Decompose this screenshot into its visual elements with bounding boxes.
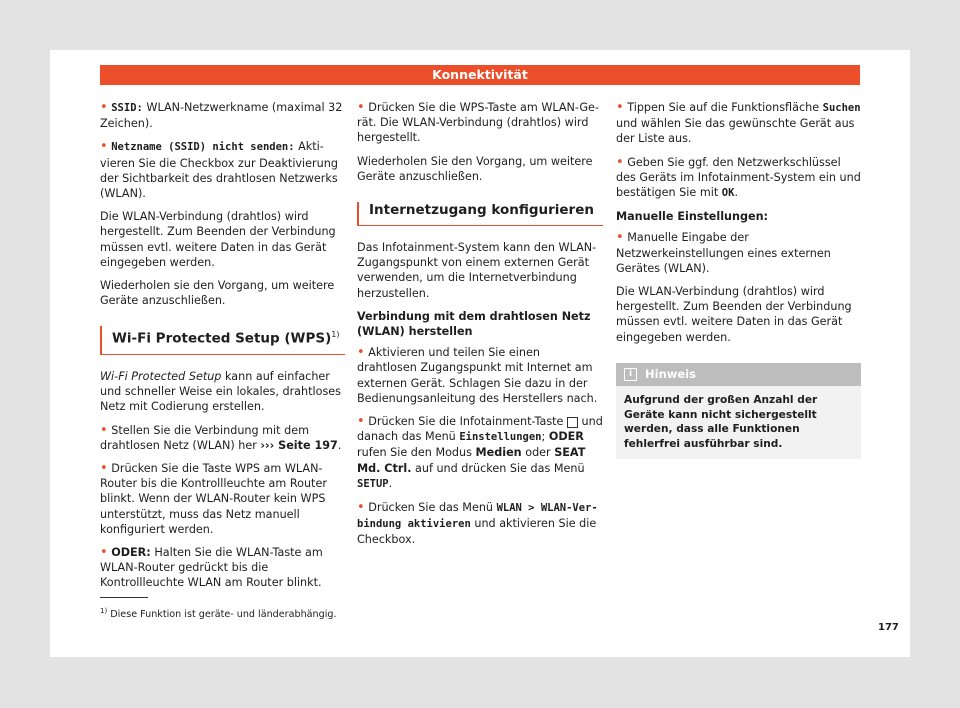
bullet-text: Stellen Sie die Verbindung mit dem drahtlosen Netz (WLAN) her xyxy=(100,423,309,452)
intro-text: kann auf einfacher und schneller Weise ein lokales, drahtloses Netz mit Codierung erstellen. xyxy=(100,369,341,414)
punctuation: . xyxy=(388,476,393,490)
bullet-text: und aktivieren Sie die Checkbox. xyxy=(357,517,597,547)
ssid-label: SSID: xyxy=(111,102,143,114)
netzname-text: Aktivieren Sie die Checkbox zur Deaktivierung der Sichtbarkeit des drahtlosen Netzwerks (WLAN). xyxy=(100,140,338,201)
subheading: Manuelle Einstellungen: xyxy=(616,210,769,224)
footnote-text: Diese Funktion ist geräte- und länderabhängig. xyxy=(110,609,337,621)
list-item xyxy=(100,139,345,201)
punctuation: ; xyxy=(541,430,549,444)
footnote xyxy=(100,607,337,620)
bullet-icon: • xyxy=(616,230,624,246)
paragraph: Das Infotainment-System kann den WLAN-Zugangspunkt von einem externen Gerät verwenden, um die Internetverbindung herzustellen. xyxy=(357,241,597,300)
bullet-text: Halten Sie die WLAN-Taste am WLAN-Router gedrückt bis die Kontrollleuchte WLAN am Router blinkt. xyxy=(100,545,323,590)
paragraph: Wiederholen sie den Vorgang, um weitere Geräte anzuschließen. xyxy=(100,279,335,308)
punctuation: . xyxy=(337,438,342,452)
bullet-icon: • xyxy=(357,500,365,516)
bullet-icon: • xyxy=(616,154,624,170)
menu-setup: SETUP xyxy=(357,477,389,490)
suchen-label: Suchen xyxy=(822,102,861,114)
bullet-text: Geben Sie ggf. den Netzwerkschlüssel des Geräts im Infotainment-System ein und bestätigen Sie mit xyxy=(616,155,861,200)
manual-page xyxy=(50,50,910,657)
page-number: 177 xyxy=(878,622,899,633)
heading-text: Wi-Fi Protected Setup (WPS) xyxy=(112,330,332,347)
netzname-label: Netzname (SSID) nicht senden: xyxy=(111,141,295,154)
oder-label: ODER: xyxy=(111,545,151,559)
list-item xyxy=(100,461,345,537)
page-header: Konnektivität xyxy=(100,65,860,85)
ok-label: OK xyxy=(721,187,735,200)
bullet-text: Tippen Sie auf die Funktionsfläche xyxy=(627,101,820,114)
bullet-text: Manuelle Eingabe der Netzwerkeinstellungen eines externen Gerätes (WLAN). xyxy=(616,231,831,275)
bullet-icon: • xyxy=(100,139,108,155)
column-left xyxy=(100,100,345,599)
oder-label: ODER xyxy=(548,430,584,444)
bullet-icon: • xyxy=(616,100,624,115)
bullet-icon: • xyxy=(357,414,365,430)
menu-einstellungen: Einstellungen xyxy=(459,431,542,444)
bullet-icon: • xyxy=(357,345,365,361)
list-item xyxy=(100,100,345,131)
ssid-text: WLAN-Netzwerkname (maximal 32 Zeichen). xyxy=(100,101,343,131)
bullet-text: Drücken Sie das Menü xyxy=(368,501,494,515)
column-right xyxy=(616,100,861,459)
list-item xyxy=(357,500,603,548)
list-item xyxy=(357,414,603,492)
note-text: Aufgrund der großen Anzahl der Geräte kann nicht sichergestellt werden, dass alle Funktionen fehlerfrei ausführbar sind. xyxy=(624,394,818,450)
paragraph: Die WLAN-Verbindung (drahtlos) wird hergestellt. Zum Beenden der Verbindung müssen evtl. weitere Daten in das Gerät eingegeben werden. xyxy=(100,210,336,269)
bullet-text: Drücken Sie die Taste WPS am WLAN-Router bis die Kontrollleuchte am Router blinkt. Wenn der WLAN-Router kein WPS unterstützt, muss das Netz manuell konfiguriert werden. xyxy=(100,461,327,536)
list-item xyxy=(357,345,603,406)
list-item xyxy=(616,100,861,147)
mode-medien: Medien xyxy=(475,446,522,460)
bullet-text: auf und drücken Sie das Menü xyxy=(415,461,585,475)
bullet-text: oder xyxy=(525,446,551,460)
bullet-text: Drücken Sie die WPS-Taste am WLAN-Gerät. Die WLAN-Verbindung (drahtlos) wird hergestellt. xyxy=(357,101,599,145)
bullet-icon: • xyxy=(100,460,108,476)
bullet-icon: • xyxy=(100,100,108,115)
list-item xyxy=(100,545,345,591)
bullet-text: rufen Sie den Modus xyxy=(357,446,472,460)
bullet-text: Drücken Sie die Infotainment-Taste xyxy=(368,415,564,429)
menu-grid-icon xyxy=(567,417,578,428)
bullet-text: und wählen Sie das gewünschte Gerät aus der Liste aus. xyxy=(616,117,855,146)
menu-wlan: WLAN > WLAN-Verbindung aktivieren xyxy=(357,502,598,531)
bullet-icon: • xyxy=(100,422,108,438)
list-item xyxy=(357,100,603,146)
bullet-icon: • xyxy=(100,544,108,560)
footnote-ref: 1) xyxy=(331,330,340,340)
punctuation: . xyxy=(734,186,739,200)
list-item xyxy=(616,155,861,202)
footnote-marker: 1) xyxy=(100,607,108,615)
section-heading-wps xyxy=(100,326,345,355)
bullet-icon: • xyxy=(357,100,365,115)
footnote-divider xyxy=(100,597,148,598)
list-item xyxy=(100,423,345,453)
list-item xyxy=(616,230,861,276)
note-header xyxy=(616,363,861,386)
info-icon: i xyxy=(624,368,637,381)
paragraph: Wiederholen Sie den Vorgang, um weitere Geräte anzuschließen. xyxy=(357,154,593,183)
paragraph: Die WLAN-Verbindung (drahtlos) wird hergestellt. Zum Beenden der Verbindung müssen evtl. weitere Daten in das Gerät eingegeben werden. xyxy=(616,285,852,344)
bullet-text: und danach das Menü xyxy=(357,415,603,444)
column-middle xyxy=(357,100,603,556)
wps-term: Wi-Fi Protected Setup xyxy=(100,369,222,383)
note-box xyxy=(616,363,861,459)
subheading: Verbindung mit dem drahtlosen Netz (WLAN) herstellen xyxy=(357,309,591,339)
bullet-text: Aktivieren und teilen Sie einen drahtlosen Zugangspunkt mit Internet am externen Gerät. Schlagen Sie dazu in der Bedienungsanleitung des Herstellers nach. xyxy=(357,346,598,405)
note-title: Hinweis xyxy=(645,366,696,381)
paragraph xyxy=(100,369,345,415)
mode-seat: SEAT Md. Ctrl. xyxy=(357,446,586,475)
section-heading-internet: Internetzugang konfigurieren xyxy=(357,202,603,226)
page-reference-link[interactable]: ››› Seite 197 xyxy=(260,438,338,452)
